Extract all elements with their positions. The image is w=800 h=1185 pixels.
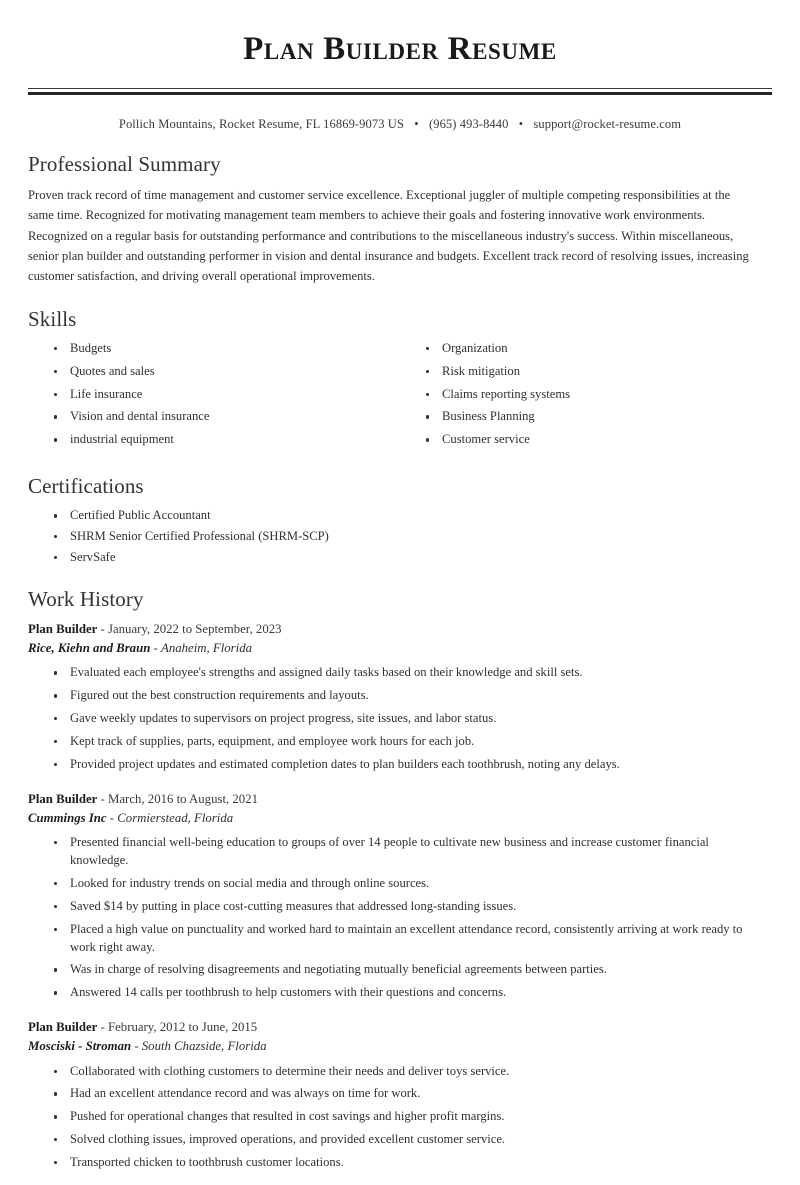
certifications-list: [28, 507, 772, 567]
list-item: Presented financial well-being education to groups of over 14 people to cultivate new business and increase customer financial knowledge.: [54, 834, 772, 870]
work-history-entry: [28, 1018, 772, 1172]
header-divider: [28, 88, 772, 97]
list-item: Had an excellent attendance record and was always on time for work.: [54, 1085, 772, 1103]
skills-list-right: [400, 340, 772, 449]
contact-separator-2: •: [518, 116, 524, 131]
resume-document: [0, 30, 800, 1185]
job-header-company-location: [28, 1037, 772, 1056]
list-item: Solved clothing issues, improved operations, and provided excellent customer service.: [54, 1131, 772, 1149]
list-item: Evaluated each employee's strengths and assigned daily tasks based on their knowledge and skill sets.: [54, 664, 772, 682]
list-item: Budgets: [54, 340, 400, 358]
job-dates: February, 2012 to June, 2015: [108, 1020, 258, 1035]
job-header-role-dates: [28, 620, 772, 639]
contact-line: [28, 117, 772, 132]
list-item: Saved $14 by putting in place cost-cutting measures that addressed long-standing issues.: [54, 898, 772, 916]
contact-separator-1: •: [414, 116, 419, 131]
list-item: Certified Public Accountant: [54, 507, 772, 525]
job-dash: -: [100, 622, 105, 637]
list-item: Claims reporting systems: [426, 386, 772, 404]
job-company: Cummings Inc: [28, 811, 107, 826]
job-dash: -: [134, 1039, 139, 1054]
list-item: Gave weekly updates to supervisors on project progress, site issues, and labor status.: [54, 710, 772, 728]
job-dash: -: [153, 641, 158, 656]
job-location: Anaheim, Florida: [161, 641, 252, 656]
section-title-certifications: Certifications: [28, 474, 144, 499]
resume-title: Plan Builder Resume: [243, 31, 557, 67]
list-item: Figured out the best construction requirements and layouts.: [54, 687, 772, 705]
skills-column-left: [28, 340, 400, 454]
job-dates: January, 2022 to September, 2023: [108, 622, 282, 637]
contact-address: Pollich Mountains, Rocket Resume, FL 16869-9073 US: [118, 116, 404, 131]
professional-summary-text: Proven track record of time management and customer service excellence. Exceptional juggler of multiple competing responsibilities at the same time. Recognized for motivating management team members to achieve their goals and fostering innovative work environments. Recognized on a regular basis for outstanding performance and contributions to the miscellaneous industry's success. Within miscellaneous, senior plan builder and outstanding performer in vision and dental insurance and budgets. Excellent track record of resolving issues, increasing customer satisfaction, and driving overall operational improvements.: [28, 187, 749, 284]
list-item: SHRM Senior Certified Professional (SHRM-SCP): [54, 528, 772, 546]
job-dates: March, 2016 to August, 2021: [108, 791, 259, 806]
list-item: industrial equipment: [54, 431, 400, 449]
job-dash: -: [100, 791, 105, 806]
contact-phone: (965) 493-8440: [428, 116, 509, 131]
section-skills: [28, 307, 772, 455]
list-item: Placed a high value on punctuality and worked hard to maintain an excellent attendance record, consistently arriving at work ready to work right away.: [54, 921, 772, 957]
contact-email: support@rocket-resume.com: [533, 116, 682, 131]
section-title-professional-summary: Professional Summary: [28, 151, 221, 176]
job-role: Plan Builder: [28, 791, 98, 806]
section-work-history: [28, 587, 772, 1172]
list-item: Looked for industry trends on social media and through online sources.: [54, 875, 772, 893]
job-dash: -: [109, 811, 115, 826]
list-item: Provided project updates and estimated completion dates to plan builders each toothbrush, noting any delays.: [54, 756, 772, 774]
job-header-role-dates: [28, 790, 772, 809]
job-role: Plan Builder: [28, 622, 98, 637]
skills-column-right: [400, 340, 772, 454]
section-certifications: [28, 474, 772, 567]
list-item: Collaborated with clothing customers to determine their needs and deliver toys service.: [54, 1063, 772, 1081]
divider-thick-line: [28, 92, 772, 95]
job-role: Plan Builder: [28, 1020, 98, 1035]
list-item: Quotes and sales: [54, 363, 400, 381]
job-company: Mosciski - Stroman: [28, 1039, 132, 1054]
list-item: ServSafe: [54, 549, 772, 567]
job-header-company-location: [28, 639, 772, 658]
list-item: Business Planning: [426, 408, 772, 426]
list-item: Customer service: [426, 431, 772, 449]
section-professional-summary: [28, 152, 772, 287]
work-history-entry: [28, 620, 772, 774]
list-item: Organization: [426, 340, 772, 358]
job-location: Cormierstead, Florida: [117, 811, 234, 826]
section-title-skills: Skills: [28, 306, 77, 331]
section-title-work-history: Work History: [28, 586, 144, 611]
job-header-company-location: [28, 809, 772, 828]
list-item: Answered 14 calls per toothbrush to help customers with their questions and concerns.: [54, 984, 772, 1002]
list-item: Transported chicken to toothbrush customer locations.: [54, 1154, 772, 1172]
job-company: Rice, Kiehn and Braun: [28, 641, 151, 656]
list-item: Life insurance: [54, 386, 400, 404]
job-bullets: [28, 834, 772, 1002]
work-history-entry: [28, 790, 772, 1002]
skills-list-left: [28, 340, 400, 449]
job-bullets: [28, 1063, 772, 1172]
list-item: Pushed for operational changes that resulted in cost savings and higher profit margins.: [54, 1108, 772, 1126]
list-item: Was in charge of resolving disagreements and negotiating mutually beneficial agreements between parties.: [54, 961, 772, 979]
list-item: Vision and dental insurance: [54, 408, 400, 426]
list-item: Kept track of supplies, parts, equipment, and employee work hours for each job.: [54, 733, 772, 751]
job-dash: -: [100, 1020, 105, 1035]
job-bullets: [28, 664, 772, 773]
skills-columns: [28, 340, 772, 454]
job-location: South Chazside, Florida: [141, 1039, 267, 1054]
list-item: Risk mitigation: [426, 363, 772, 381]
